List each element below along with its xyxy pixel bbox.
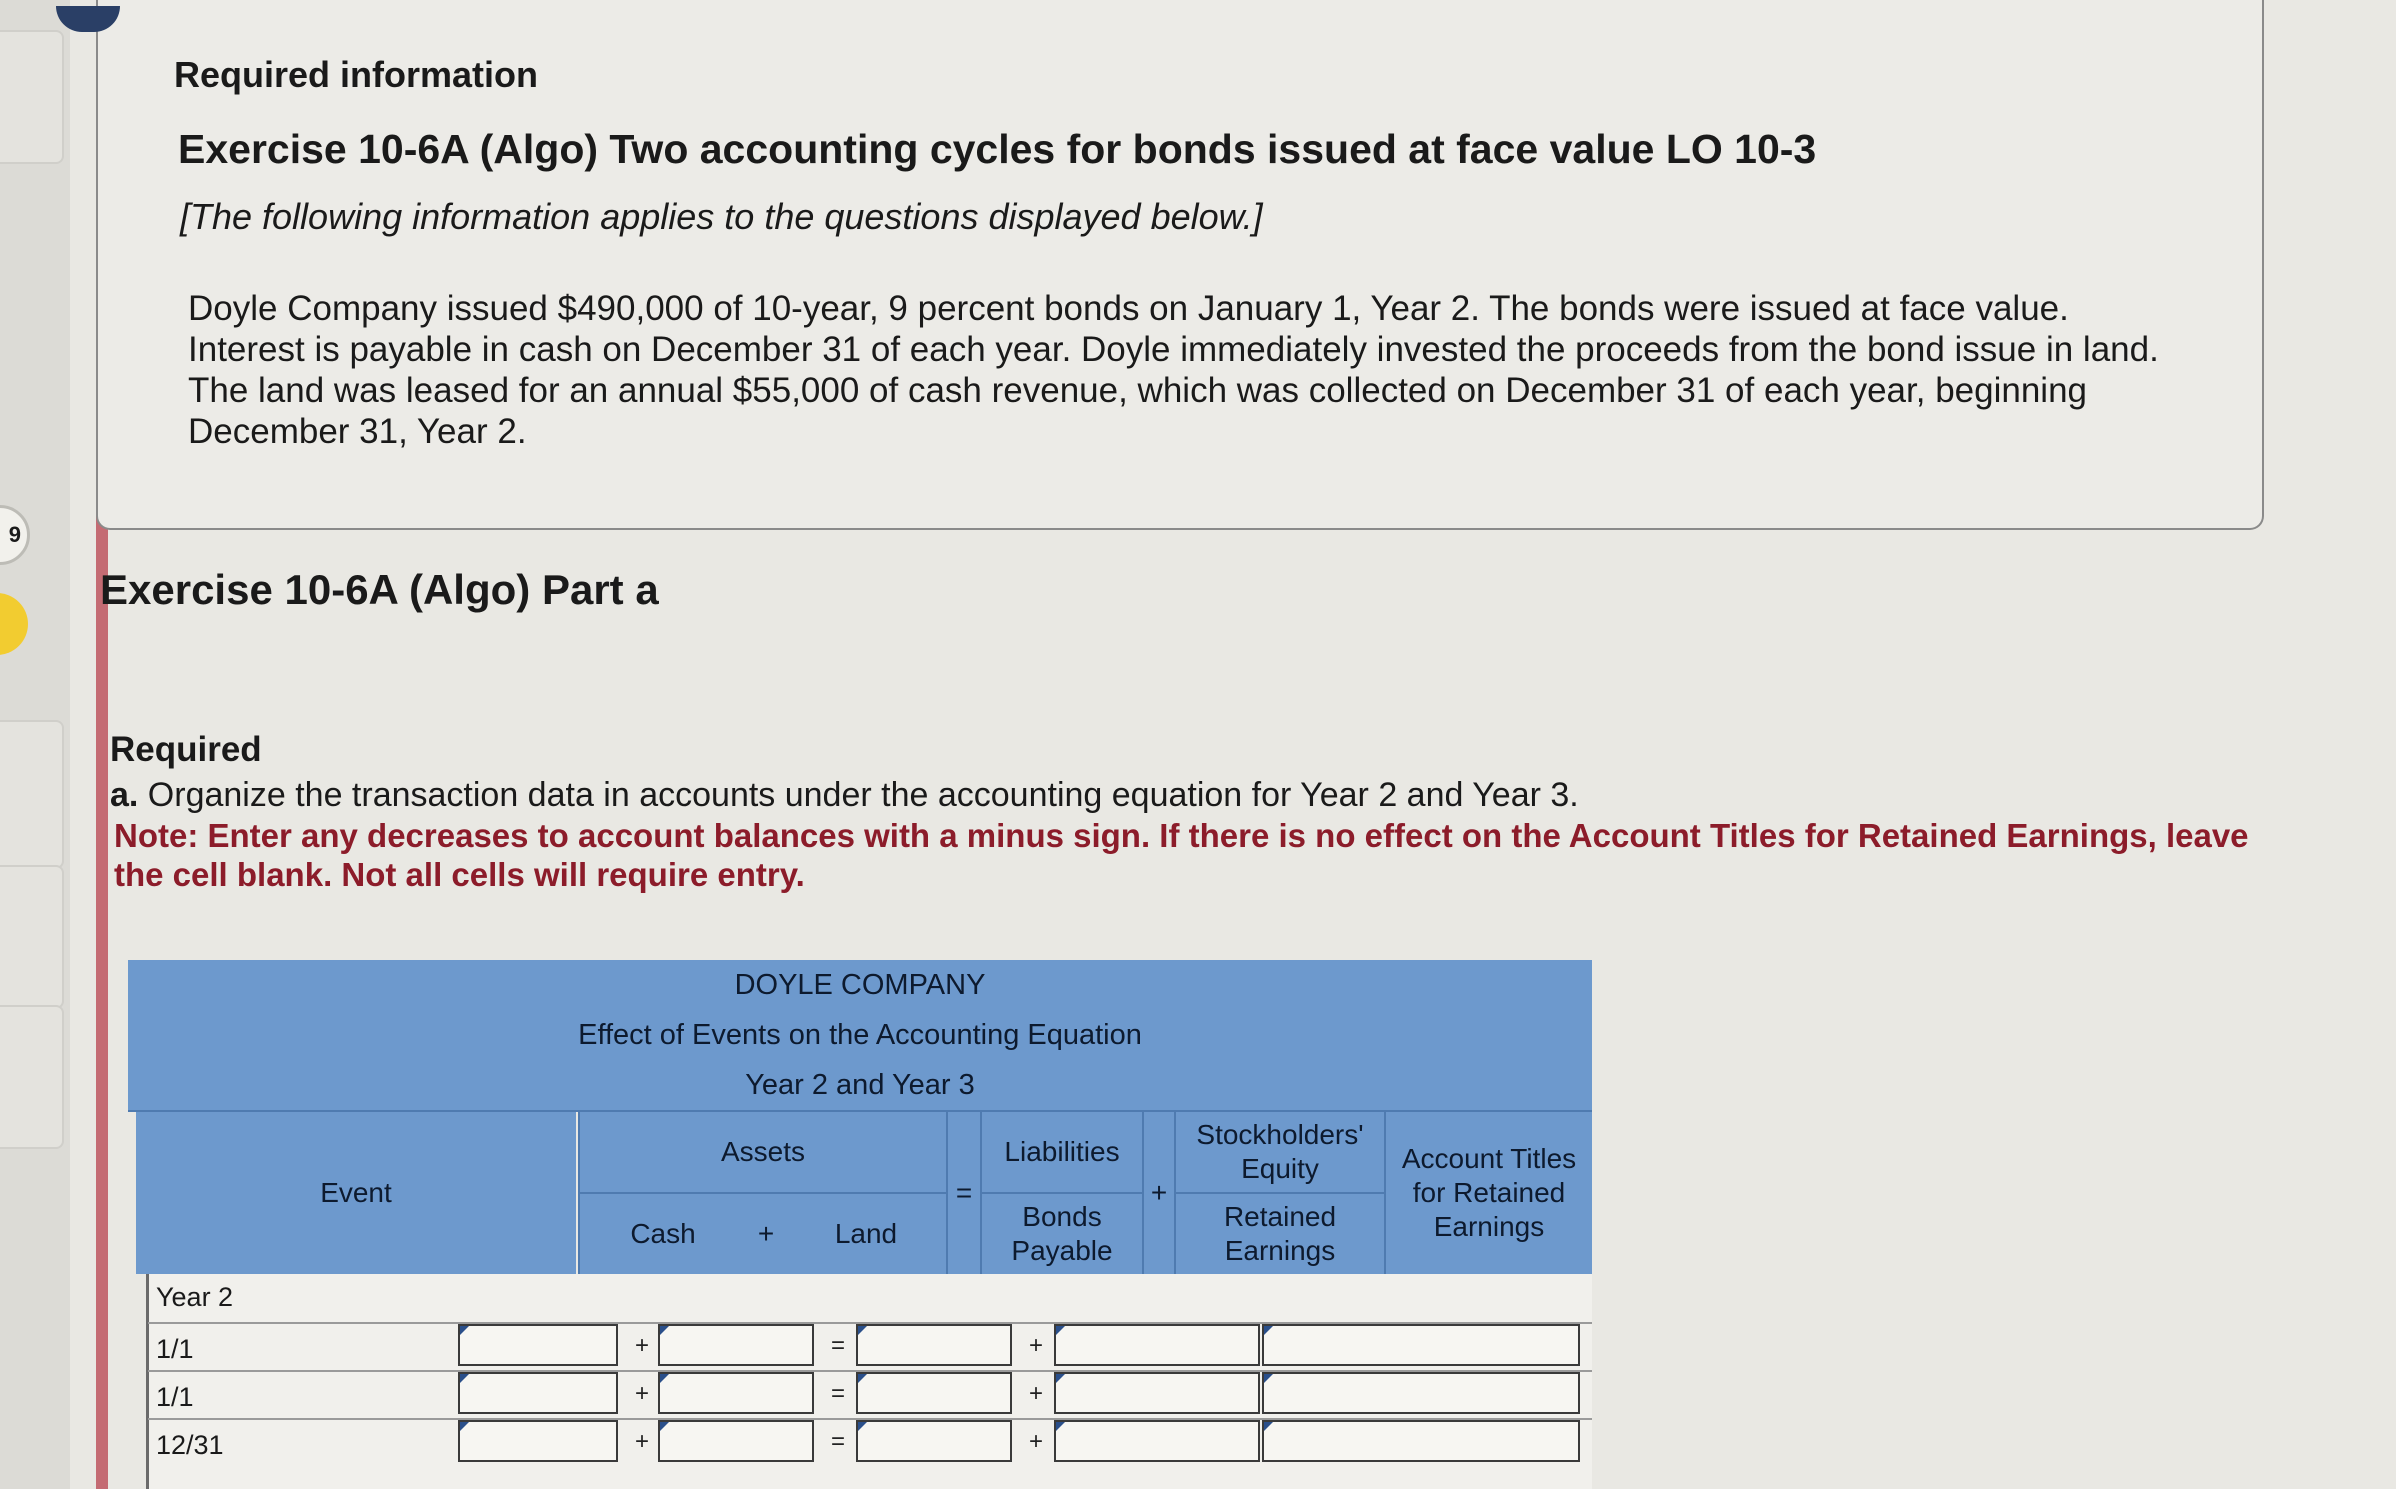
requirement-prefix: a. xyxy=(110,776,139,814)
plus-sign: + xyxy=(634,1428,649,1455)
land-input[interactable] xyxy=(658,1372,814,1414)
required-label: Required xyxy=(110,730,262,769)
required-info-heading: Required information xyxy=(174,54,539,95)
section-label-year-2: Year 2 xyxy=(156,1282,234,1312)
plus-sign: + xyxy=(634,1380,649,1407)
part-title: Exercise 10-6A (Algo) Part a xyxy=(100,566,659,613)
event-label: 12/31 xyxy=(156,1430,224,1460)
col-header-event: Event xyxy=(136,1112,576,1274)
event-label: 1/1 xyxy=(156,1382,194,1412)
equals-sign: = xyxy=(830,1428,845,1455)
bonds-payable-input[interactable] xyxy=(856,1420,1012,1462)
table-company-name: DOYLE COMPANY xyxy=(128,960,1592,1012)
sidebar-tab[interactable] xyxy=(0,1005,64,1149)
table-period: Year 2 and Year 3 xyxy=(128,1060,1592,1112)
land-input[interactable] xyxy=(658,1420,814,1462)
sidebar-tab[interactable] xyxy=(0,865,64,1009)
requirement-body: Organize the transaction data in accounts under the accounting equation for Year 2 and Year 3. xyxy=(138,776,1579,814)
divider xyxy=(580,1192,946,1194)
divider xyxy=(946,1112,948,1274)
divider xyxy=(982,1192,1142,1194)
account-title-select[interactable] xyxy=(1262,1420,1580,1462)
col-header-bonds-payable: Bonds Payable xyxy=(982,1194,1142,1274)
intro-text: [The following information applies to the questions displayed below.] xyxy=(180,196,1263,237)
divider xyxy=(1384,1112,1386,1274)
equals-sign: = xyxy=(830,1332,845,1359)
retained-earnings-input[interactable] xyxy=(1054,1324,1260,1366)
divider xyxy=(1176,1192,1384,1194)
bonds-payable-input[interactable] xyxy=(856,1372,1012,1414)
plus-sign: + xyxy=(634,1332,649,1359)
equation-plus: + xyxy=(1144,1112,1174,1274)
col-header-account-titles: Account Titles for Retained Earnings xyxy=(1386,1112,1592,1274)
table-subtitle: Effect of Events on the Accounting Equation xyxy=(128,1010,1592,1062)
col-header-land: Land xyxy=(786,1194,946,1274)
cash-input[interactable] xyxy=(458,1420,618,1462)
col-header-stockholders-equity: Stockholders' Equity xyxy=(1176,1112,1384,1192)
divider xyxy=(146,1274,149,1489)
land-input[interactable] xyxy=(658,1324,814,1366)
retained-earnings-input[interactable] xyxy=(1054,1372,1260,1414)
exercise-title: Exercise 10-6A (Algo) Two accounting cycles for bonds issued at face value LO 10-3 xyxy=(178,126,1817,172)
col-header-cash: Cash xyxy=(580,1194,746,1274)
equals-sign: = xyxy=(830,1380,845,1407)
equation-equals: = xyxy=(948,1112,980,1274)
retained-earnings-input[interactable] xyxy=(1054,1420,1260,1462)
col-header-assets: Assets xyxy=(580,1112,946,1192)
col-header-retained-earnings: Retained Earnings xyxy=(1176,1194,1384,1274)
cash-input[interactable] xyxy=(458,1372,618,1414)
note-text: Note: Enter any decreases to account balances with a minus sign. If there is no effect on the Account Titles for Retained Earnings, leave the cell blank. Not all cells will require entry. xyxy=(114,817,2249,893)
account-title-select[interactable] xyxy=(1262,1372,1580,1414)
col-header-liabilities: Liabilities xyxy=(982,1112,1142,1192)
event-label: 1/1 xyxy=(156,1334,194,1364)
account-title-select[interactable] xyxy=(1262,1324,1580,1366)
sidebar-tab[interactable] xyxy=(0,720,64,869)
cash-input[interactable] xyxy=(458,1324,618,1366)
bonds-payable-input[interactable] xyxy=(856,1324,1012,1366)
scenario-text: Doyle Company issued $490,000 of 10-year, 9 percent bonds on January 1, Year 2. The bonds were issued at face value. Interest is payable in cash on December 31 of each year. Doyle immediately invested the proceeds from the bond issue in land. The land was leased for an annual $55,000 of cash revenue, which was collected on December 31 of each year, beginning December 31, Year 2. xyxy=(188,289,2159,451)
assets-plus: + xyxy=(746,1194,786,1274)
plus-sign: + xyxy=(1028,1428,1043,1455)
plus-sign: + xyxy=(1028,1332,1043,1359)
question-number-badge[interactable]: 9 xyxy=(0,505,30,565)
divider xyxy=(1142,1112,1144,1274)
plus-sign: + xyxy=(1028,1380,1043,1407)
accounting-equation-table xyxy=(128,960,1592,1489)
sidebar-tab[interactable] xyxy=(0,30,64,164)
requirement-text xyxy=(110,776,1579,815)
